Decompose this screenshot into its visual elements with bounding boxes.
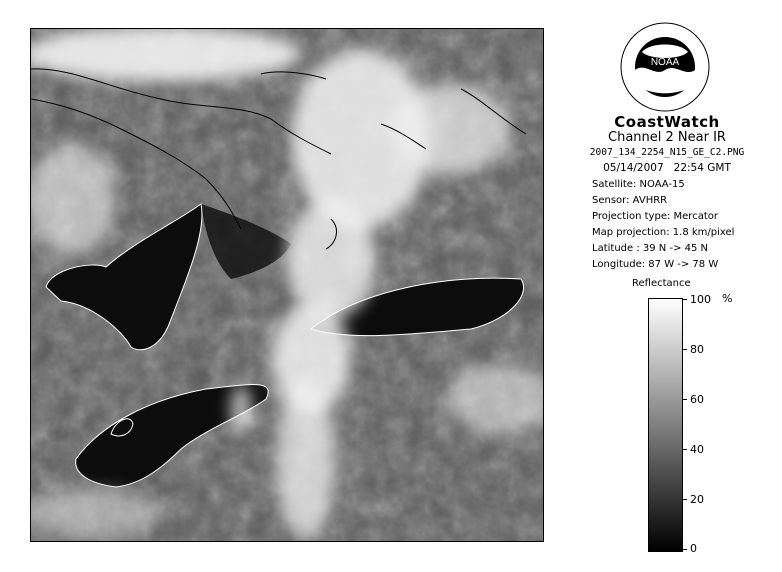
map-projection-label: Map projection: [592, 227, 670, 238]
image-date: 05/14/2007 [603, 162, 664, 174]
satellite-label: Satellite: [592, 179, 637, 190]
sensor-label: Sensor: [592, 195, 630, 206]
satellite-image [30, 28, 544, 542]
latitude-label: Latitude : [592, 243, 640, 254]
file-name: 2007_134_2254_N15_GE_C2.PNG [589, 147, 745, 158]
noaa-logo [620, 22, 710, 112]
image-time: 22:54 GMT [673, 162, 731, 174]
colorbar-tick [682, 449, 687, 450]
colorbar-unit: % [722, 292, 733, 305]
reflectance-colorbar [648, 298, 683, 552]
colorbar-tick [682, 299, 687, 300]
colorbar-tick-label: 0 [690, 542, 697, 555]
colorbar-tick-label: 20 [690, 493, 704, 506]
latitude-row [592, 243, 708, 254]
colorbar-tick [682, 349, 687, 350]
date-time [556, 162, 778, 174]
colorbar-tick [682, 399, 687, 400]
colorbar-tick-label: 40 [690, 443, 704, 456]
map-projection-row [592, 227, 734, 238]
map-projection-value: 1.8 km/pixel [672, 227, 735, 238]
colorbar-tick [682, 549, 687, 550]
projection-value: Mercator [673, 211, 718, 222]
colorbar-tick [682, 499, 687, 500]
longitude-value: 87 W -> 78 W [648, 259, 719, 270]
colorbar-tick-label: 80 [690, 343, 704, 356]
projection-row [592, 211, 718, 222]
colorbar-tick-label: 60 [690, 393, 704, 406]
svg-text:NOAA: NOAA [650, 57, 680, 68]
colorbar-tick-label: 100 [690, 293, 711, 306]
product-title: CoastWatch [614, 113, 720, 131]
channel-name: Channel 2 Near IR [608, 130, 726, 145]
sensor-value: AVHRR [632, 195, 668, 206]
sensor-row [592, 195, 667, 206]
satellite-row [592, 179, 685, 190]
latitude-value: 39 N -> 45 N [642, 243, 709, 254]
longitude-label: Longitude: [592, 259, 646, 270]
satellite-value: NOAA-15 [639, 179, 685, 190]
colorbar-label: Reflectance [632, 278, 691, 289]
longitude-row [592, 259, 718, 270]
projection-label: Projection type: [592, 211, 671, 222]
